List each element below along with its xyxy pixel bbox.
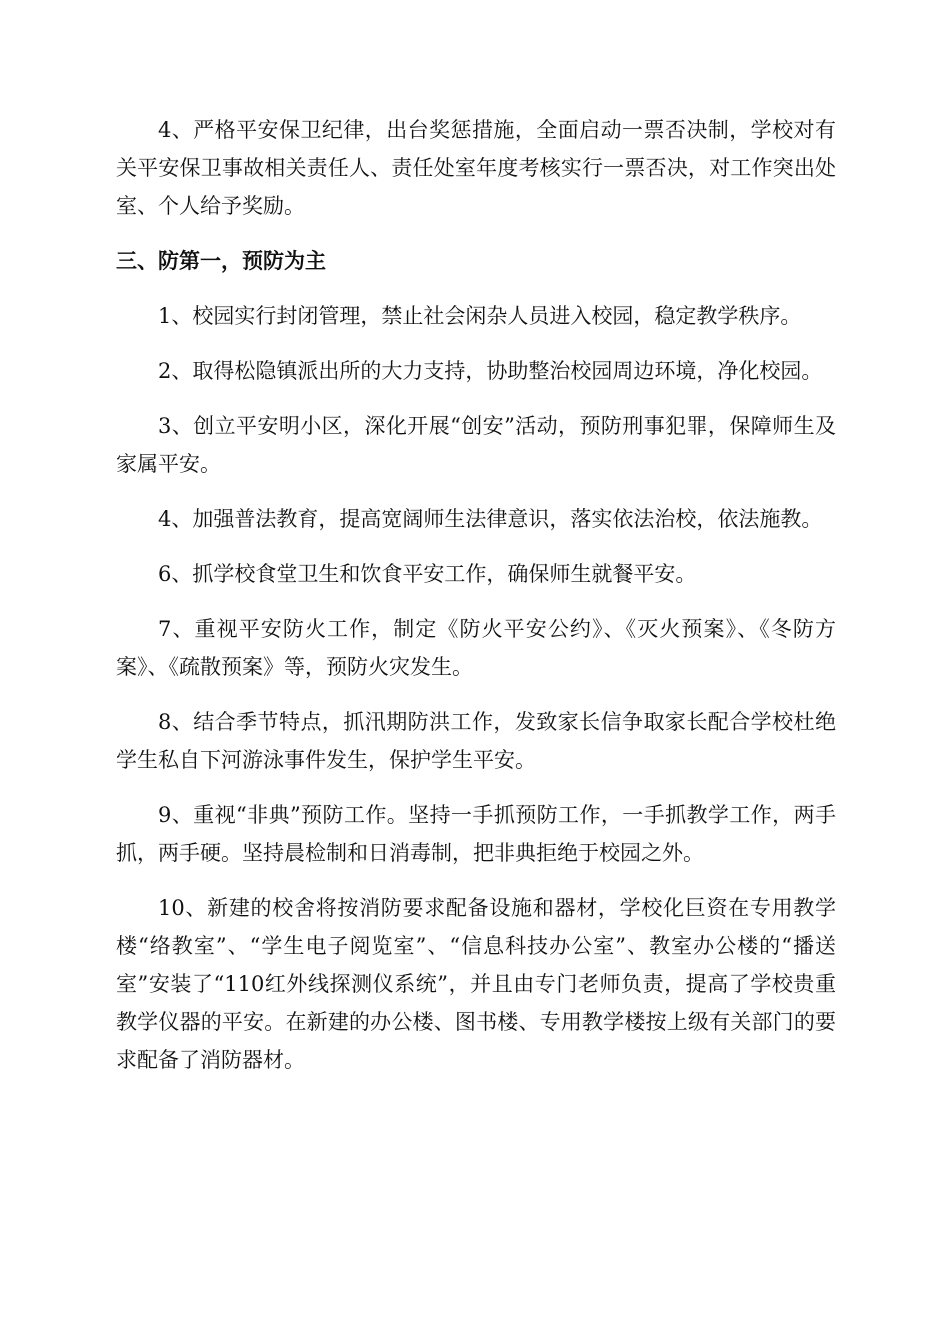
paragraph-item-4-discipline: 4、严格平安保卫纪律，出台奖惩措施，全面启动一票否决制，学校对有关平安保卫事故相关责任人、责任处室年度考核实行一票否决，对工作突出处室、个人给予奖励。 [116, 118, 836, 218]
list-item: 2、取得松隐镇派出所的大力支持，协助整治校园周边环境，净化校园。 [158, 359, 823, 383]
list-item: 9、重视“非典”预防工作。坚持一手抓预防工作，一手抓教学工作，两手抓，两手硬。坚持晨检制和日消毒制，把非典拒绝于校园之外。 [116, 803, 836, 865]
list-item: 8、结合季节特点，抓汛期防洪工作，发致家长信争取家长配合学校杜绝学生私自下河游泳事件发生，保护学生平安。 [116, 710, 836, 772]
list-item: 1、校园实行封闭管理，禁止社会闲杂人员进入校园，稳定教学秩序。 [158, 304, 802, 328]
list-item: 10、新建的校舍将按消防要求配备设施和器材，学校化巨资在专用教学楼“络教室”、“学生电子阅览室”、“信息科技办公室”、教室办公楼的“播送室”安装了“110红外线探测仪系统”，并且由专门老师负责，提高了学校贵重教学仪器的平安。在新建的办公楼、图书楼、专用教学楼按上级有关部门的要求配备了消防器材。 [116, 896, 836, 1072]
list-item: 3、创立平安明小区，深化开展“创安”活动，预防刑事犯罪，保障师生及家属平安。 [116, 414, 836, 476]
list-item: 6、抓学校食堂卫生和饮食平安工作，确保师生就餐平安。 [158, 562, 697, 586]
list-item: 7、重视平安防火工作，制定《防火平安公约》、《灭火预案》、《冬防方案》、《疏散预案》等，预防火灾发生。 [116, 617, 836, 679]
section-heading: 三、防第一，预防为主 [116, 249, 326, 273]
document-body [116, 111, 836, 1096]
list-item: 4、加强普法教育，提高宽阔师生法律意识，落实依法治校，依法施教。 [158, 507, 823, 531]
